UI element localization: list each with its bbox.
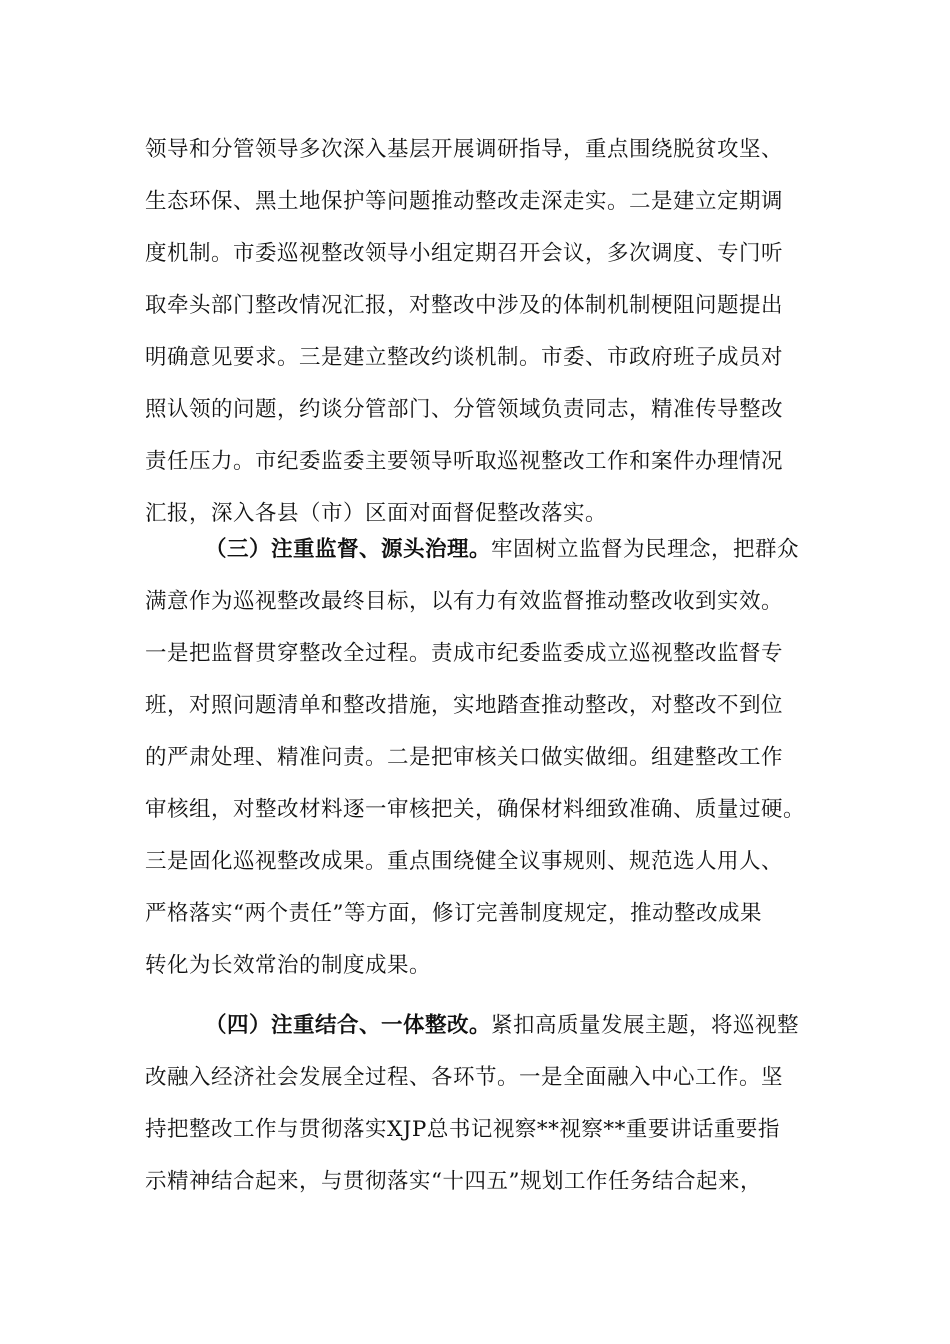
text-line: 严格落实“两个责任”等方面，修订完善制度规定，推动整改成果 (145, 901, 762, 926)
text-line: 度机制。市委巡视整改领导小组定期召开会议，多次调度、专门听 (145, 241, 784, 266)
text-line: 生态环保、黑土地保护等问题推动整改走深走实。二是建立定期调 (145, 189, 784, 214)
text-line: 一是把监督贯穿整改全过程。责成市纪委监委成立巡视整改监督专 (145, 641, 784, 666)
text-line: 三是固化巡视整改成果。重点围绕健全议事规则、规范选人用人、 (145, 849, 784, 874)
text-line: 明确意见要求。三是建立整改约谈机制。市委、市政府班子成员对 (145, 345, 784, 370)
text-line: 满意作为巡视整改最终目标，以有力有效监督推动整改收到实效。 (145, 589, 784, 614)
paragraph-first-line (145, 524, 810, 576)
text-line: 持把整改工作与贯彻落实XJP总书记视察**视察**重要讲话重要指 (145, 1117, 780, 1142)
text-span: 牢固树立监督为民理念，把群众 (491, 537, 800, 562)
paragraph-first-line (145, 1000, 810, 1052)
paragraph-1 (145, 124, 810, 540)
section-heading: （四）注重结合、一体整改。 (205, 1013, 492, 1038)
section-heading: （三）注重监督、源头治理。 (205, 537, 492, 562)
text-line: 示精神结合起来，与贯彻落实“十四五”规划工作任务结合起来， (145, 1169, 762, 1194)
text-line: 的严肃处理、精准问责。二是把审核关口做实做细。组建整改工作 (145, 745, 784, 770)
text-line: 领导和分管领导多次深入基层开展调研指导，重点围绕脱贫攻坚、 (145, 137, 784, 162)
paragraph-2 (145, 524, 810, 992)
text-line: 转化为长效常治的制度成果。 (145, 953, 432, 978)
text-line: 照认领的问题，约谈分管部门、分管领域负责同志，精准传导整改 (145, 397, 784, 422)
text-line: 班，对照问题清单和整改措施，实地踏查推动整改，对整改不到位 (145, 693, 784, 718)
text-line: 审核组，对整改材料逐一审核把关，确保材料细致准确、质量过硬。 (145, 797, 806, 822)
text-span: 紧扣高质量发展主题，将巡视整 (491, 1013, 800, 1038)
paragraph-3 (145, 1000, 810, 1208)
text-line: 责任压力。市纪委监委主要领导听取巡视整改工作和案件办理情况 (145, 449, 784, 474)
text-line: 取牵头部门整改情况汇报，对整改中涉及的体制机制梗阻问题提出 (145, 293, 784, 318)
text-line: 改融入经济社会发展全过程、各环节。一是全面融入中心工作。坚 (145, 1065, 784, 1090)
text-line: 汇报，深入各县（市）区面对面督促整改落实。 (145, 501, 608, 526)
